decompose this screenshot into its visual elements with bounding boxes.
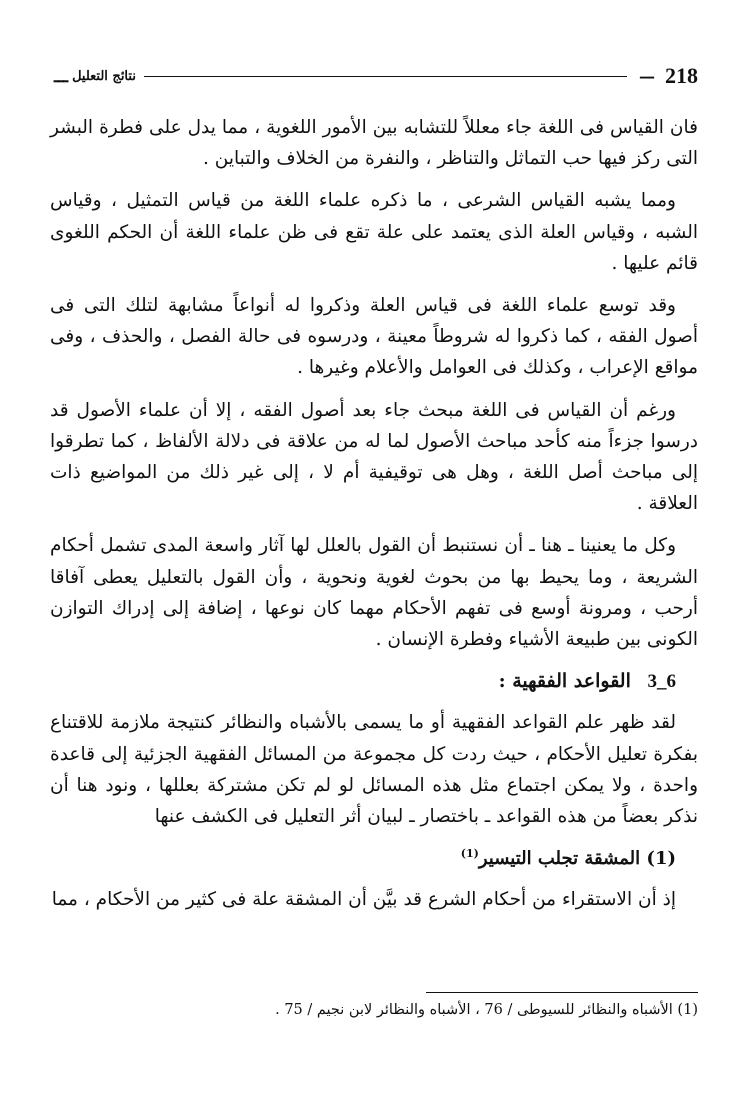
section-number: 3_6 [647,671,676,693]
rule-subheading [50,843,698,874]
section-title: القواعد الفقهية : [498,670,631,693]
section-paragraph: لقد ظهر علم القواعد الفقهية أو ما يسمى بالأشباه والنظائر كنتيجة ملازمة للاقتناع بفكرة تعليل الأحكام ، حيث ردت كل مجموعة من المسائل الفقهية الجزئية إلى قاعدة واحدة ، ولا يمكن اجتماع مثل هذه المسائل لو لم تكن مشتركة بعللها ، ونود هنا أن نذكر بعضاً من هذه القواعد ـ باختصار ـ لبيان أثر التعليل فى الكشف عنها [50,712,698,828]
page-number: 218 [665,63,698,88]
rule-title: المشقة تجلب التيسير [478,848,641,870]
rule-number: (1) [646,848,676,870]
paragraph-4: ورغم أن القياس فى اللغة مبحث جاء بعد أصول الفقه ، إلا أن علماء الأصول قد درسوا جزءاً منه كأحد مباحث الأصول لما له من علاقة فى دلالة الألفاظ ، كما تطرقوا إلى مباحث أصل اللغة ، وهل هى توقيفية أم لا ، إلى غير ذلك من المواضيع ذات العلاقة . [50,399,698,515]
paragraph-1: فان القياس فى اللغة جاء معللاً للتشابه بين الأمور اللغوية ، مما يدل على فطرة البشر التى ركز فيها حب التماثل والتناظر ، والنفرة من الخلاف والتباين . [50,117,698,170]
page-header [50,60,698,92]
paragraph-5: وكل ما يعنينا ـ هنا ـ أن نستنبط أن القول بالعلل لها آثار واسعة المدى تشمل أحكام الشريعة ، وما يحيط بها من بحوث لغوية ونحوية ، وأن القول بالتعليل يعطى آفاقا أرحب ، ومرونة أوسع فى تفهم الأحكام مهما كان نوعها ، إضافة إلى إدراك التوازن الكونى بين طبيعة الأشياء وفطرة الإنسان . [50,535,698,651]
footnote: (1) الأشباه والنظائر للسيوطى / 76 ، الأشباه والنظائر لابن نجيم / 75 . [275,1002,698,1018]
section-heading [50,666,698,697]
footnote-divider [426,992,698,993]
footnote-reference: (1) [460,847,479,861]
header-rule [144,76,627,77]
running-title: نتائج التعليل [72,68,136,84]
body-text [50,112,698,927]
header-dash: — [639,66,655,86]
header-title-dash: ـــ [54,66,69,86]
last-paragraph: إذ أن الاستقراء من أحكام الشرع قد بيَّن أن المشقة علة فى كثير من الأحكام ، مما [51,889,676,911]
paragraph-3: وقد توسع علماء اللغة فى قياس العلة وذكروا له أنواعاً مشابهة لتلك التى فى أصول الفقه ، كما ذكروا له شروطاً معينة ، ودرسوه فى حالة الفصل ، والحذف ، وفى مواقع الإعراب ، وكذلك فى العوامل والأعلام وغيرها . [50,295,698,379]
paragraph-2: ومما يشبه القياس الشرعى ، ما ذكره علماء اللغة من قياس التمثيل ، وقياس الشبه ، وقياس العلة الذى يعتمد على علة تقع فى ظن علماء اللغة أن الحكم اللغوى قائم عليها . [50,190,698,274]
